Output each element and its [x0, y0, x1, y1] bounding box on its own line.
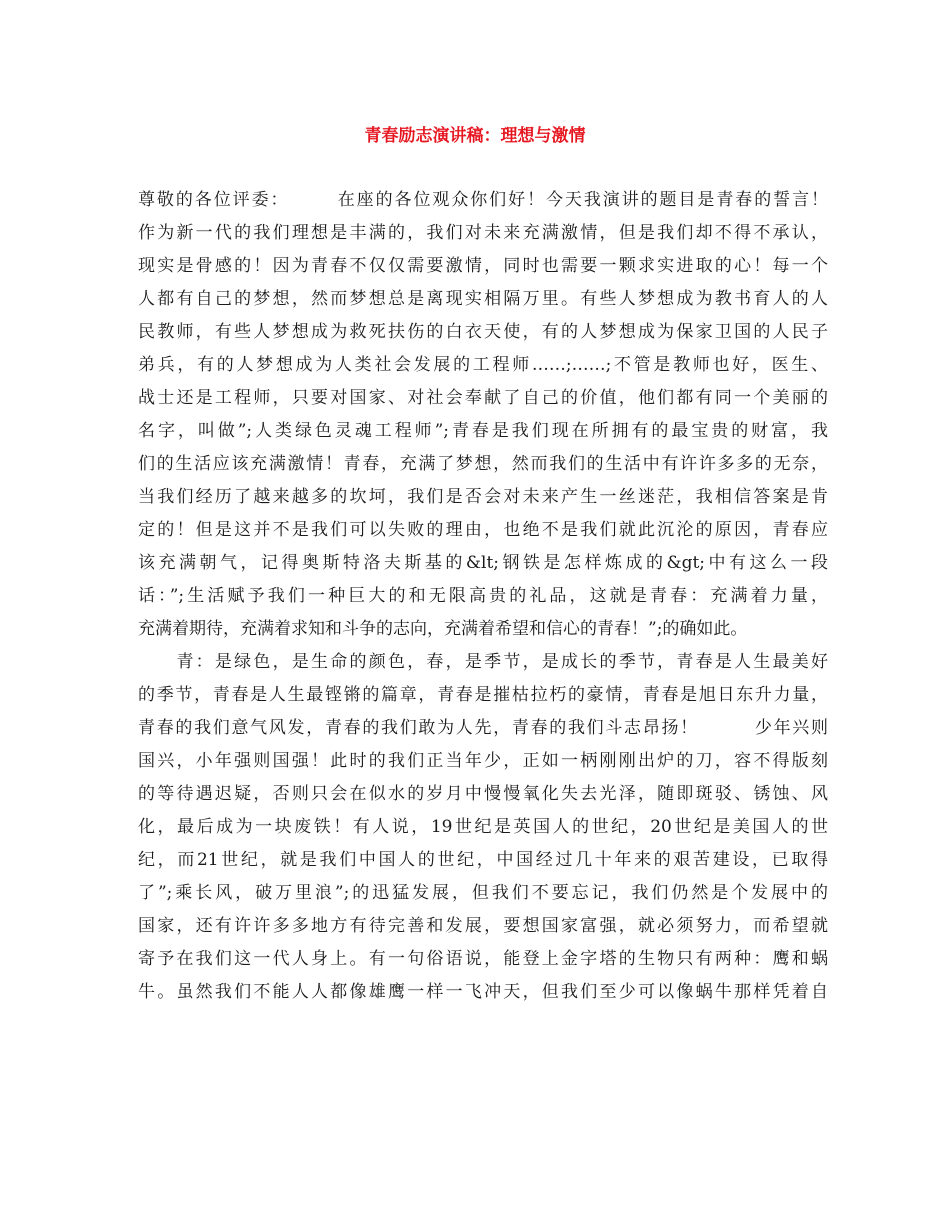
text-line: 话：”;生活赋予我们一种巨大的和无限高贵的礼品，这就是青春：充满着力量， — [138, 586, 828, 606]
text-line: 们的生活应该充满激情！青春，充满了梦想，然而我们的生活中有许许多多的无奈， — [138, 454, 828, 474]
text-line: 民教师，有些人梦想成为救死扶伤的白衣天使，有的人梦想成为保家卫国的人民子 — [138, 322, 828, 342]
text-line: 充满着期待，充满着求知和斗争的志向，充满着希望和信心的青春！”;的确如此。 — [138, 619, 748, 639]
text-line: 纪，而21世纪，就是我们中国人的世纪，中国经过几十年来的艰苦建设，已取得 — [138, 850, 828, 870]
text-line: 作为新一代的我们理想是丰满的，我们对未来充满激情，但是我们却不得不承认， — [138, 223, 828, 243]
text-line: 人都有自己的梦想，然而梦想总是离现实相隔万里。有些人梦想成为教书育人的人 — [138, 289, 828, 309]
text-line: 了”;乘长风，破万里浪”;的迅猛发展，但我们不要忘记，我们仍然是个发展中的 — [138, 883, 828, 903]
document-title: 青春励志演讲稿：理想与激情 — [364, 126, 586, 146]
text-line: 国兴，小年强则国强！此时的我们正当年少，正如一柄刚刚出炉的刀，容不得版刻 — [138, 751, 828, 771]
text-line: 青：是绿色，是生命的颜色，春，是季节，是成长的季节，青春是人生最美好 — [138, 652, 828, 672]
text-line: 化，最后成为一块废铁！有人说，19世纪是英国人的世纪，20世纪是美国人的世 — [138, 817, 828, 837]
text-line: 的季节，青春是人生最铿锵的篇章，青春是摧枯拉朽的豪情，青春是旭日东升力量， — [138, 685, 828, 705]
document-body — [138, 184, 828, 1009]
text-line: 牛。虽然我们不能人人都像雄鹰一样一飞冲天，但我们至少可以像蜗牛那样凭着自 — [138, 982, 828, 1002]
text-line: 的等待遇迟疑，否则只会在似水的岁月中慢慢氧化失去光泽，随即斑驳、锈蚀、风 — [138, 784, 828, 804]
text-line: 寄予在我们这一代人身上。有一句俗语说，能登上金字塔的生物只有两种：鹰和蜗 — [138, 949, 828, 969]
text-line: 该充满朝气，记得奥斯特洛夫斯基的&lt;钢铁是怎样炼成的&gt;中有这么一段 — [138, 553, 828, 573]
text-line: 青春的我们意气风发，青春的我们敢为人先，青春的我们斗志昂扬！ 少年兴则 — [138, 718, 828, 738]
text-line: 尊敬的各位评委： 在座的各位观众你们好！今天我演讲的题目是青春的誓言！ — [138, 190, 828, 210]
text-line: 国家，还有许许多多地方有待完善和发展，要想国家富强，就必须努力，而希望就 — [138, 916, 828, 936]
text-line: 弟兵，有的人梦想成为人类社会发展的工程师……;……;不管是教师也好，医生、 — [138, 355, 828, 375]
text-line: 战士还是工程师，只要对国家、对社会奉献了自己的价值，他们都有同一个美丽的 — [138, 388, 828, 408]
text-line: 当我们经历了越来越多的坎坷，我们是否会对未来产生一丝迷茫，我相信答案是肯 — [138, 487, 828, 507]
text-line: 名字，叫做”;人类绿色灵魂工程师”;青春是我们现在所拥有的最宝贵的财富，我 — [138, 421, 828, 441]
text-line: 定的！但是这并不是我们可以失败的理由，也绝不是我们就此沉沦的原因，青春应 — [138, 520, 828, 540]
text-line: 现实是骨感的！因为青春不仅仅需要激情，同时也需要一颗求实进取的心！每一个 — [138, 256, 828, 276]
